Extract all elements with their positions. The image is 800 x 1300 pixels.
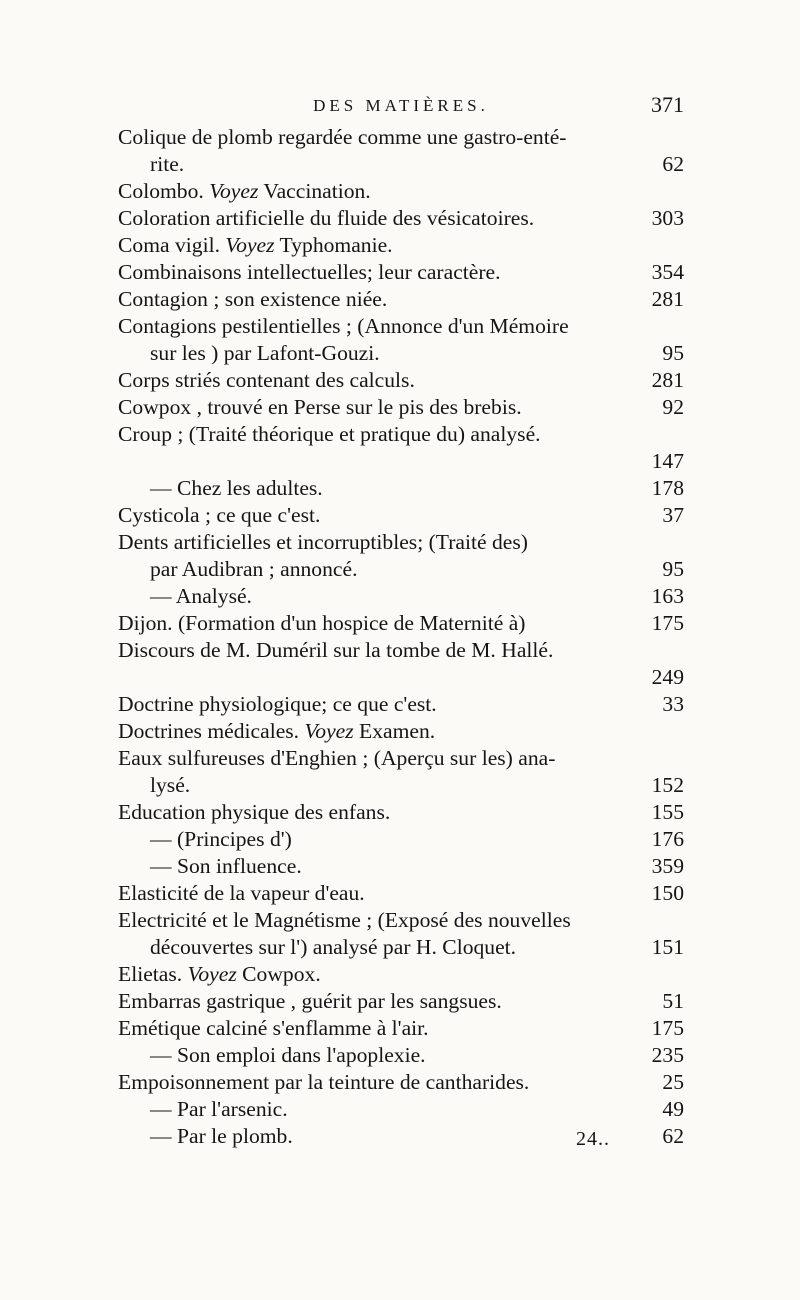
entry-text: Electricité et le Magnétisme ; (Exposé des nouvelles <box>118 908 571 932</box>
entry-text: rite. <box>150 152 185 176</box>
page-number: 371 <box>651 92 684 117</box>
index-entry <box>118 394 684 421</box>
index-entry <box>118 961 684 988</box>
index-entry <box>118 313 684 340</box>
index-entry <box>118 421 684 448</box>
entry-text: Discours de M. Duméril sur la tombe de M. Hallé. <box>118 638 554 662</box>
entry-page-number: 95 <box>662 341 684 365</box>
entry-page-number: 176 <box>651 827 684 851</box>
index-entry <box>118 934 684 961</box>
entry-text: Contagion ; son existence niée. <box>118 287 388 311</box>
index-entry <box>118 745 684 772</box>
index-entry <box>118 502 684 529</box>
entry-text: — Son influence. <box>150 854 302 878</box>
entry-page-number: 51 <box>662 989 684 1013</box>
entry-page-number: 92 <box>662 395 684 419</box>
page-header <box>118 90 684 124</box>
index-entry <box>118 826 684 853</box>
index-entry <box>118 799 684 826</box>
index-entry <box>118 205 684 232</box>
index-entry <box>118 637 684 664</box>
entry-page-number: 175 <box>651 1016 684 1040</box>
entry-page-number: 62 <box>662 152 684 176</box>
entry-text: — (Principes d') <box>150 827 292 851</box>
entry-text: Cowpox , trouvé en Perse sur le pis des brebis. <box>118 395 522 419</box>
entry-text: — Par le plomb. <box>150 1124 293 1148</box>
entry-page-number: 147 <box>651 449 684 473</box>
entry-text: — Par l'arsenic. <box>150 1097 288 1121</box>
entry-text: Corps striés contenant des calculs. <box>118 368 415 392</box>
entry-text: Elietas. Voyez Cowpox. <box>118 962 321 986</box>
index-entry <box>118 151 684 178</box>
entry-text: — Chez les adultes. <box>150 476 323 500</box>
entry-page-number: 33 <box>662 692 684 716</box>
entry-page-number: 95 <box>662 557 684 581</box>
entry-page-number: 25 <box>662 1070 684 1094</box>
index-entry <box>118 124 684 151</box>
entry-page-number: 249 <box>651 665 684 689</box>
entry-page-number: 303 <box>651 206 684 230</box>
entry-page-number: 151 <box>651 935 684 959</box>
signature-mark: 24.. <box>576 1128 610 1150</box>
index-entry <box>118 880 684 907</box>
index-entry <box>118 853 684 880</box>
entry-text: Elasticité de la vapeur d'eau. <box>118 881 365 905</box>
entry-text: Dents artificielles et incorruptibles; (Traité des) <box>118 530 528 554</box>
entry-text: lysé. <box>150 773 191 797</box>
entry-text: — Analysé. <box>150 584 252 608</box>
index-entry <box>118 232 684 259</box>
entry-text: Contagions pestilentielles ; (Annonce d'un Mémoire <box>118 314 569 338</box>
entry-text: Colombo. Voyez Vaccination. <box>118 179 371 203</box>
entry-page-number: 354 <box>651 260 684 284</box>
entry-text: Coloration artificielle du fluide des vésicatoires. <box>118 206 535 230</box>
entry-text: Combinaisons intellectuelles; leur caractère. <box>118 260 501 284</box>
index-entry <box>118 610 684 637</box>
entry-text: Dijon. (Formation d'un hospice de Maternité à) <box>118 611 526 635</box>
entry-text: Colique de plomb regardée comme une gastro-enté- <box>118 125 567 149</box>
entry-page-number: 235 <box>651 1043 684 1067</box>
index-entry <box>118 286 684 313</box>
entry-page-number: 155 <box>651 800 684 824</box>
entry-text: Coma vigil. Voyez Typhomanie. <box>118 233 393 257</box>
entry-text: Embarras gastrique , guérit par les sangsues. <box>118 989 502 1013</box>
index-entry <box>118 718 684 745</box>
entry-page-number: 37 <box>662 503 684 527</box>
index-entry <box>118 556 684 583</box>
running-title: DES MATIÈRES. <box>313 96 489 115</box>
entry-page-number: 49 <box>662 1097 684 1121</box>
index-entry <box>118 529 684 556</box>
entry-page-number: 152 <box>651 773 684 797</box>
index-entry <box>118 259 684 286</box>
entry-page-number: 359 <box>651 854 684 878</box>
entry-page-number: 178 <box>651 476 684 500</box>
entry-page-number: 62 <box>662 1124 684 1148</box>
entry-page-number: 163 <box>651 584 684 608</box>
entry-text: Emétique calciné s'enflamme à l'air. <box>118 1016 429 1040</box>
index-entry <box>118 1042 684 1069</box>
entry-text: Croup ; (Traité théorique et pratique du) analysé. <box>118 422 541 446</box>
index-entry <box>118 1015 684 1042</box>
entry-text: Doctrine physiologique; ce que c'est. <box>118 692 437 716</box>
index-list <box>118 124 684 1150</box>
index-entry <box>118 340 684 367</box>
entry-text: par Audibran ; annoncé. <box>150 557 358 581</box>
index-entry <box>118 907 684 934</box>
entry-text: Education physique des enfans. <box>118 800 391 824</box>
index-entry <box>118 448 684 475</box>
index-entry <box>118 367 684 394</box>
index-entry <box>118 772 684 799</box>
index-entry <box>118 1096 684 1123</box>
index-entry <box>118 1069 684 1096</box>
index-entry <box>118 988 684 1015</box>
entry-text: Cysticola ; ce que c'est. <box>118 503 321 527</box>
index-entry <box>118 664 684 691</box>
entry-text: sur les ) par Lafont-Gouzi. <box>150 341 380 365</box>
entry-text: — Son emploi dans l'apoplexie. <box>150 1043 426 1067</box>
entry-page-number: 281 <box>651 368 684 392</box>
entry-page-number: 175 <box>651 611 684 635</box>
index-entry <box>118 583 684 610</box>
entry-text: découvertes sur l') analysé par H. Cloquet. <box>150 935 517 959</box>
entry-text: Doctrines médicales. Voyez Examen. <box>118 719 436 743</box>
index-entry <box>118 178 684 205</box>
entry-page-number: 150 <box>651 881 684 905</box>
index-entry <box>118 691 684 718</box>
entry-text: Eaux sulfureuses d'Enghien ; (Aperçu sur les) ana- <box>118 746 556 770</box>
entry-page-number: 281 <box>651 287 684 311</box>
index-entry <box>118 475 684 502</box>
entry-text: Empoisonnement par la teinture de cantharides. <box>118 1070 530 1094</box>
